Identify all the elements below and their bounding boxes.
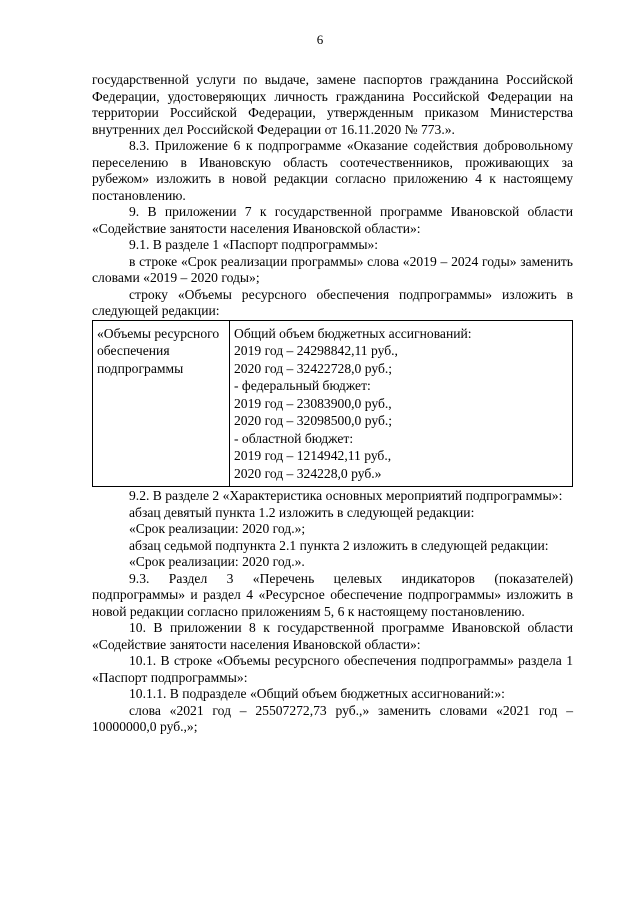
paragraph: 8.3. Приложение 6 к подпрограмме «Оказание содействия добровольному переселению в Ивановскую область соотечественников, проживающих за рубежом» изложить в новой редакции согласно приложению 4 к настоящему постановлению. xyxy=(92,138,573,203)
paragraph: абзац седьмой подпункта 2.1 пункта 2 изложить в следующей редакции: xyxy=(129,537,549,553)
resource-table-line: 2019 год – 1214942,11 руб., xyxy=(234,448,392,463)
paragraph: «Срок реализации: 2020 год.». xyxy=(129,554,305,569)
paragraph: 10.1. В строке «Объемы ресурсного обеспечения подпрограммы» раздела 1 «Паспорт подпрограммы»: xyxy=(92,653,573,685)
resource-table-line: - федеральный бюджет: xyxy=(234,378,371,393)
paragraph: 9. В приложении 7 к государственной программе Ивановской области «Содействие занятости населения Ивановской области»: xyxy=(92,204,573,236)
resource-table-row xyxy=(93,320,573,487)
paragraphs-top xyxy=(92,72,573,320)
resource-table-line: 2019 год – 24298842,11 руб., xyxy=(234,343,398,358)
paragraph: 9.1. В разделе 1 «Паспорт подпрограммы»: xyxy=(129,237,379,252)
resource-table-line: 2020 год – 324228,0 руб.» xyxy=(234,465,382,481)
paragraph: 10. В приложении 8 к государственной программе Ивановской области «Содействие занятости населения Ивановской области»: xyxy=(92,620,573,652)
resource-table-line: 2019 год – 23083900,0 руб., xyxy=(234,395,392,411)
resource-table-line: 2020 год – 32098500,0 руб.; xyxy=(234,413,393,428)
paragraph: строку «Объемы ресурсного обеспечения подпрограммы» изложить в следующей редакции: xyxy=(92,286,573,318)
resource-table-line: Общий объем бюджетных ассигнований: xyxy=(234,325,472,341)
paragraph: 9.2. В разделе 2 «Характеристика основных мероприятий подпрограммы»: xyxy=(129,488,563,503)
paragraph: слова «2021 год – 25507272,73 руб.,» заменить словами «2021 год – 10000000,0 руб.,»; xyxy=(92,702,573,734)
resource-table-line: - областной бюджет: xyxy=(234,430,354,446)
page-number: 6 xyxy=(316,32,324,47)
document-body xyxy=(92,72,573,736)
paragraph: 10.1.1. В подразделе «Общий объем бюджетных ассигнований:»: xyxy=(129,686,505,701)
paragraphs-bottom xyxy=(92,488,573,736)
resource-table xyxy=(92,320,573,488)
resource-table-values xyxy=(230,320,573,487)
paragraph: в строке «Срок реализации программы» слова «2019 – 2024 годы» заменить словами «2019 – 2020 годы»; xyxy=(92,253,573,285)
paragraph: «Срок реализации: 2020 год.»; xyxy=(129,521,306,536)
resource-table-label: «Объемы ресурсного обеспечения подпрограммы xyxy=(93,320,230,487)
resource-table-line: 2020 год – 32422728,0 руб.; xyxy=(234,360,393,376)
paragraph: абзац девятый пункта 1.2 изложить в следующей редакции: xyxy=(129,504,475,520)
paragraph: 9.3. Раздел 3 «Перечень целевых индикаторов (показателей) подпрограммы» и раздел 4 «Ресурсное обеспечение подпрограммы» изложить в новой редакции согласно приложениям 5, 6 к настоящему постановлению. xyxy=(92,570,573,619)
paragraph: государственной услуги по выдаче, замене паспортов гражданина Российской Федерации, удостоверяющих личность гражданина Российской Федерации на территории Российской Федерации, утвержденным приказом Министерства внутренних дел Российской Федерации от 16.11.2020 № 773.». xyxy=(92,72,573,137)
